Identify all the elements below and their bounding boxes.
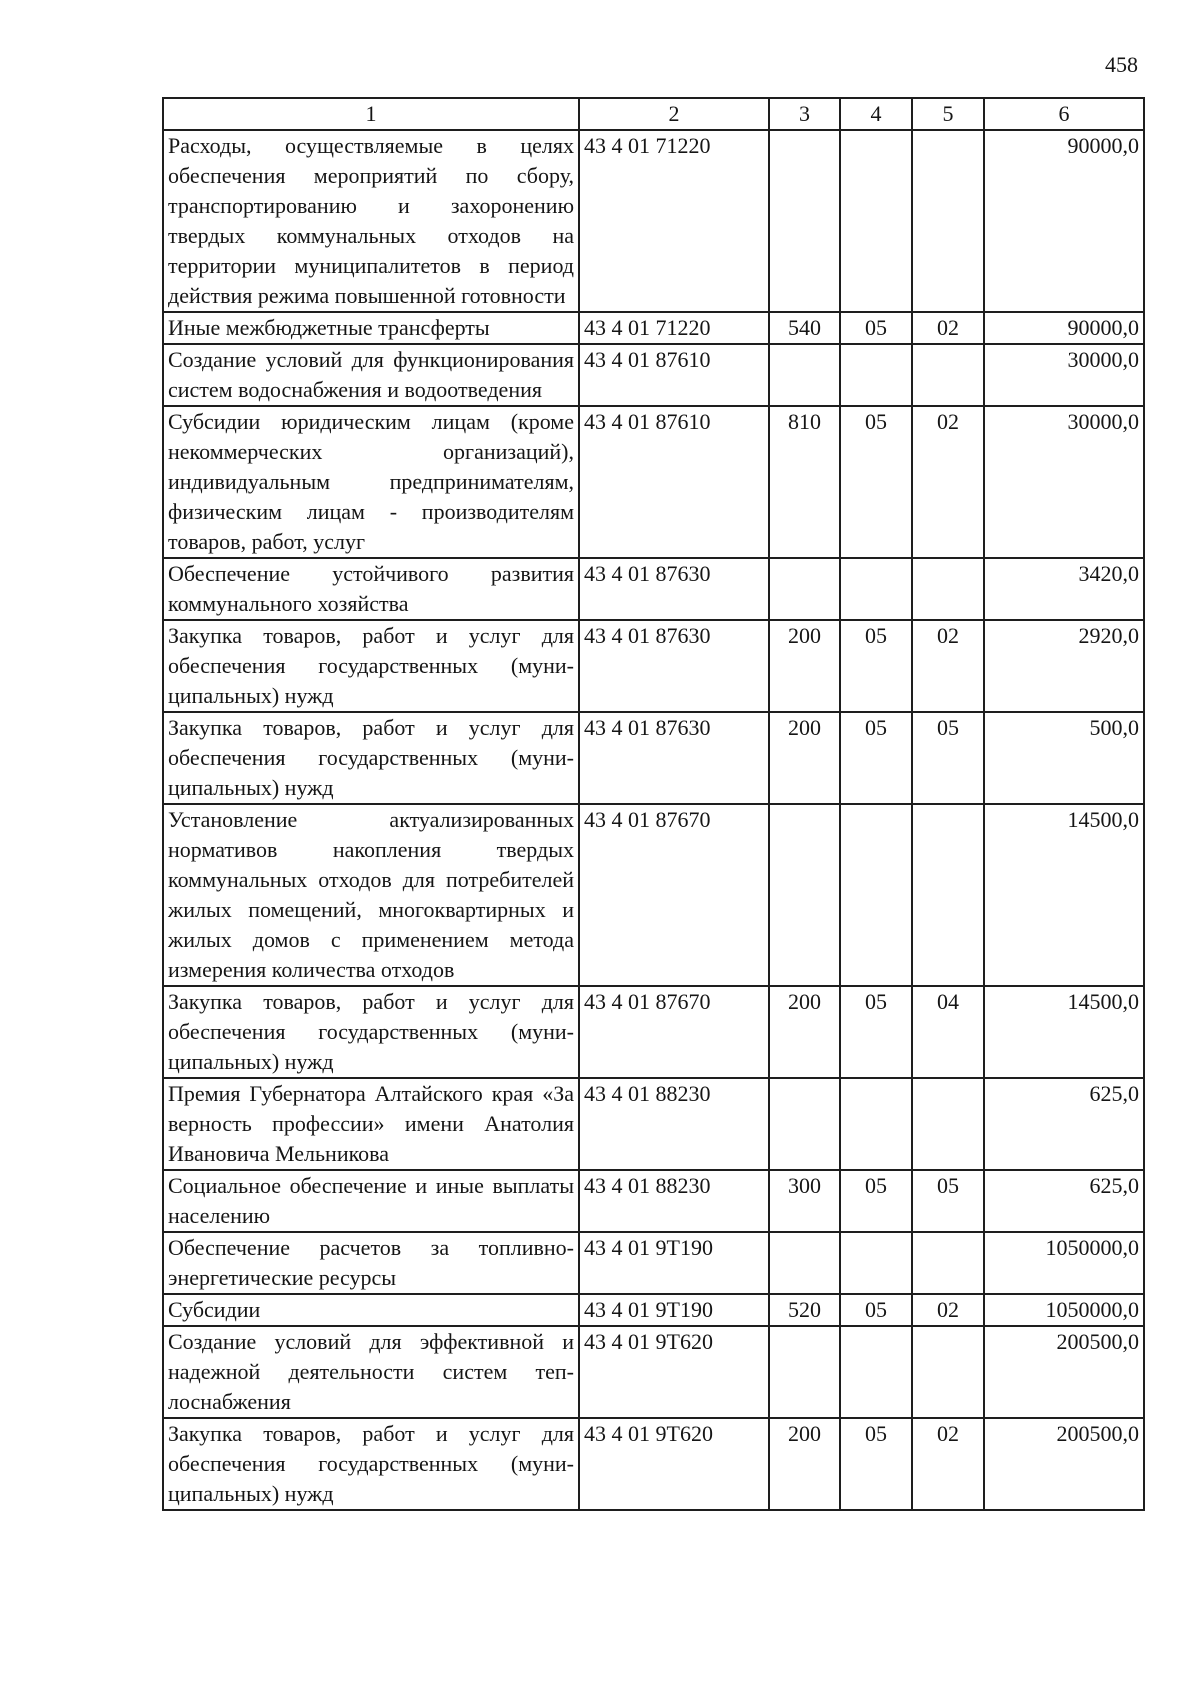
amount-cell: 90000,0 — [984, 130, 1144, 312]
amount-cell: 2920,0 — [984, 620, 1144, 712]
table-row — [163, 1170, 1144, 1232]
budget-table — [162, 97, 1145, 1511]
section-cell: 05 — [840, 1418, 912, 1510]
expense-type-cell: 520 — [769, 1294, 840, 1326]
amount-cell: 625,0 — [984, 1078, 1144, 1170]
section-cell — [840, 130, 912, 312]
expense-type-cell: 200 — [769, 986, 840, 1078]
expense-name-cell: Иные межбюджетные трансферты — [163, 312, 579, 344]
expense-name-cell: Закупка товаров, работ и услуг для обеспечения государственных (муниципальных) нужд — [163, 1418, 579, 1510]
subsection-cell: 02 — [912, 312, 984, 344]
amount-cell: 90000,0 — [984, 312, 1144, 344]
amount-cell: 500,0 — [984, 712, 1144, 804]
target-code-cell: 43 4 01 87670 — [579, 804, 769, 986]
target-code-cell: 43 4 01 87630 — [579, 620, 769, 712]
page-number: 458 — [1105, 52, 1138, 77]
subsection-cell — [912, 804, 984, 986]
column-header-1: 1 — [163, 98, 579, 130]
expense-name-cell: Создание условий для функционирования систем водоснабжения и водоотведения — [163, 344, 579, 406]
amount-cell: 14500,0 — [984, 804, 1144, 986]
column-header-6: 6 — [984, 98, 1144, 130]
table-row — [163, 1078, 1144, 1170]
subsection-cell: 05 — [912, 712, 984, 804]
table-row — [163, 986, 1144, 1078]
expense-type-cell — [769, 1078, 840, 1170]
table-header — [163, 98, 1144, 130]
section-cell: 05 — [840, 312, 912, 344]
section-cell — [840, 1326, 912, 1418]
target-code-cell: 43 4 01 87630 — [579, 558, 769, 620]
table-row — [163, 1232, 1144, 1294]
target-code-cell: 43 4 01 87670 — [579, 986, 769, 1078]
subsection-cell — [912, 558, 984, 620]
expense-name-cell: Закупка товаров, работ и услуг для обеспечения государственных (муниципальных) нужд — [163, 986, 579, 1078]
section-cell — [840, 804, 912, 986]
subsection-cell: 05 — [912, 1170, 984, 1232]
section-cell: 05 — [840, 986, 912, 1078]
table-row — [163, 620, 1144, 712]
subsection-cell: 02 — [912, 406, 984, 558]
expense-name-cell: Социальное обеспечение и иные выплаты населению — [163, 1170, 579, 1232]
target-code-cell: 43 4 01 88230 — [579, 1078, 769, 1170]
subsection-cell: 02 — [912, 620, 984, 712]
target-code-cell: 43 4 01 88230 — [579, 1170, 769, 1232]
table-row — [163, 344, 1144, 406]
section-cell: 05 — [840, 620, 912, 712]
target-code-cell: 43 4 01 87630 — [579, 712, 769, 804]
table-row — [163, 1294, 1144, 1326]
target-code-cell: 43 4 01 71220 — [579, 312, 769, 344]
subsection-cell — [912, 1232, 984, 1294]
subsection-cell: 02 — [912, 1294, 984, 1326]
target-code-cell: 43 4 01 9T620 — [579, 1326, 769, 1418]
amount-cell: 14500,0 — [984, 986, 1144, 1078]
expense-type-cell — [769, 1232, 840, 1294]
target-code-cell: 43 4 01 87610 — [579, 344, 769, 406]
expense-type-cell: 810 — [769, 406, 840, 558]
expense-name-cell: Обеспечение расчетов за топливно-энергетические ресурсы — [163, 1232, 579, 1294]
subsection-cell — [912, 1078, 984, 1170]
amount-cell: 3420,0 — [984, 558, 1144, 620]
target-code-cell: 43 4 01 71220 — [579, 130, 769, 312]
table-row — [163, 1326, 1144, 1418]
section-cell: 05 — [840, 406, 912, 558]
subsection-cell — [912, 344, 984, 406]
target-code-cell: 43 4 01 9T620 — [579, 1418, 769, 1510]
subsection-cell — [912, 1326, 984, 1418]
column-header-5: 5 — [912, 98, 984, 130]
amount-cell: 30000,0 — [984, 344, 1144, 406]
amount-cell: 30000,0 — [984, 406, 1144, 558]
amount-cell: 200500,0 — [984, 1418, 1144, 1510]
header-row — [163, 98, 1144, 130]
expense-type-cell — [769, 558, 840, 620]
amount-cell: 625,0 — [984, 1170, 1144, 1232]
section-cell: 05 — [840, 712, 912, 804]
table-row — [163, 804, 1144, 986]
column-header-2: 2 — [579, 98, 769, 130]
expense-name-cell: Установление актуализированных нормативов накопления твердых коммунальных отходов для потребителей жилых помещений, многоквартирных и жилых домов с применением метода измерения количества отходов — [163, 804, 579, 986]
amount-cell: 1050000,0 — [984, 1232, 1144, 1294]
column-header-4: 4 — [840, 98, 912, 130]
section-cell — [840, 1232, 912, 1294]
table-row — [163, 712, 1144, 804]
section-cell — [840, 1078, 912, 1170]
target-code-cell: 43 4 01 87610 — [579, 406, 769, 558]
subsection-cell — [912, 130, 984, 312]
expense-type-cell — [769, 1326, 840, 1418]
expense-type-cell: 200 — [769, 620, 840, 712]
expense-name-cell: Закупка товаров, работ и услуг для обеспечения государственных (муниципальных) нужд — [163, 712, 579, 804]
expense-type-cell: 200 — [769, 1418, 840, 1510]
table-row — [163, 130, 1144, 312]
table-body — [163, 130, 1144, 1510]
expense-name-cell: Расходы, осуществляемые в целях обеспечения мероприятий по сбору, транспортированию и захоронению твердых коммунальных отходов на территории муниципалитетов в период действия режима повышенной готовности — [163, 130, 579, 312]
table-row — [163, 558, 1144, 620]
expense-name-cell: Закупка товаров, работ и услуг для обеспечения государственных (муниципальных) нужд — [163, 620, 579, 712]
expense-name-cell: Субсидии — [163, 1294, 579, 1326]
expense-name-cell: Создание условий для эффективной и надежной деятельности систем теплоснабжения — [163, 1326, 579, 1418]
amount-cell: 1050000,0 — [984, 1294, 1144, 1326]
table-row — [163, 312, 1144, 344]
table-row — [163, 406, 1144, 558]
expense-type-cell — [769, 804, 840, 986]
target-code-cell: 43 4 01 9T190 — [579, 1232, 769, 1294]
column-header-3: 3 — [769, 98, 840, 130]
expense-type-cell — [769, 130, 840, 312]
expense-name-cell: Субсидии юридическим лицам (кроме некоммерческих организаций), индивидуальным предпринимателям, физическим лицам - производителям товаров, работ, услуг — [163, 406, 579, 558]
expense-name-cell: Обеспечение устойчивого развития коммунального хозяйства — [163, 558, 579, 620]
expense-type-cell — [769, 344, 840, 406]
amount-cell: 200500,0 — [984, 1326, 1144, 1418]
expense-type-cell: 200 — [769, 712, 840, 804]
expense-name-cell: Премия Губернатора Алтайского края «За верность профессии» имени Анатолия Ивановича Мельникова — [163, 1078, 579, 1170]
table-row — [163, 1418, 1144, 1510]
subsection-cell: 04 — [912, 986, 984, 1078]
section-cell — [840, 344, 912, 406]
expense-type-cell: 540 — [769, 312, 840, 344]
subsection-cell: 02 — [912, 1418, 984, 1510]
section-cell: 05 — [840, 1170, 912, 1232]
target-code-cell: 43 4 01 9T190 — [579, 1294, 769, 1326]
section-cell: 05 — [840, 1294, 912, 1326]
section-cell — [840, 558, 912, 620]
expense-type-cell: 300 — [769, 1170, 840, 1232]
